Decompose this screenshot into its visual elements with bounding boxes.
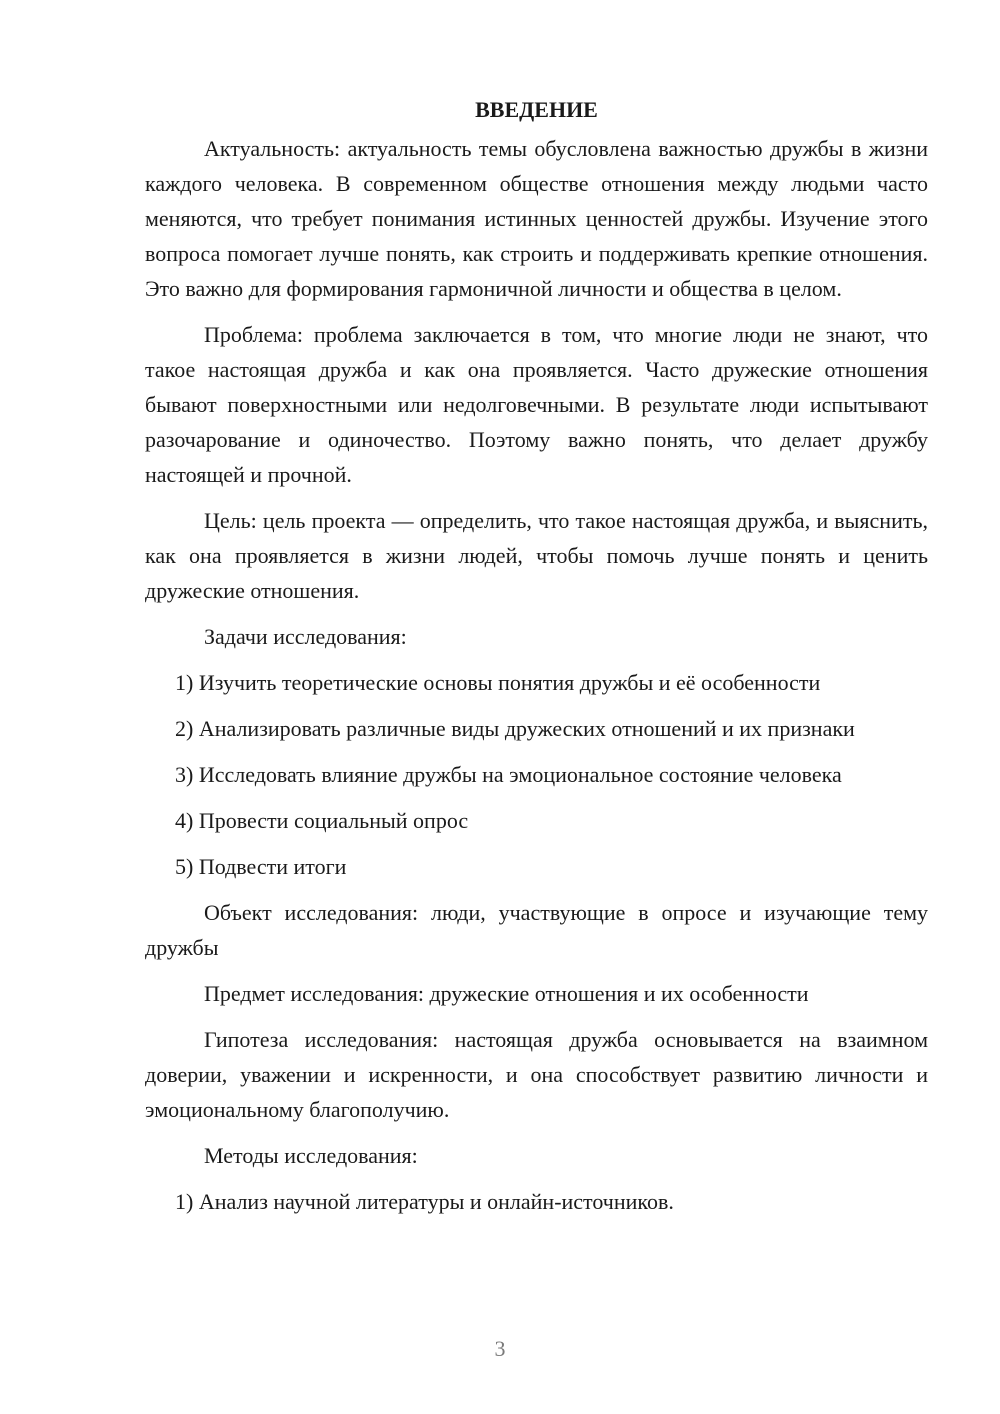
goal-paragraph: Цель: цель проекта — определить, что такое настоящая дружба, и выяснить, как она проявляется в жизни людей, чтобы помочь лучше понять и ценить дружеские отношения.: [145, 508, 928, 603]
document-page: [145, 92, 928, 1230]
tasks-heading: Задачи исследования:: [204, 624, 407, 649]
task-item: 4) Провести социальный опрос: [175, 808, 469, 833]
page-number: 3: [494, 1336, 506, 1361]
method-item: 1) Анализ научной литературы и онлайн-источников.: [175, 1189, 674, 1214]
problem-paragraph: Проблема: проблема заключается в том, что многие люди не знают, что такое настоящая дружба и как она проявляется. Часто дружеские отношения бывают поверхностными или недолговечными. В результате люди испытывают разочарование и одиночество. Поэтому важно понять, что делает дружбу настоящей и прочной.: [145, 322, 928, 487]
task-item: 3) Исследовать влияние дружбы на эмоциональное состояние человека: [175, 762, 842, 787]
subject-paragraph: Предмет исследования: дружеские отношения и их особенности: [204, 981, 809, 1006]
object-paragraph: Объект исследования: люди, участвующие в опросе и изучающие тему дружбы: [145, 900, 928, 960]
page-title: ВВЕДЕНИЕ: [475, 97, 598, 122]
task-item: 2) Анализировать различные виды дружеских отношений и их признаки: [175, 716, 855, 741]
relevance-paragraph: Актуальность: актуальность темы обусловлена важностью дружбы в жизни каждого человека. В современном обществе отношения между людьми часто меняются, что требует понимания истинных ценностей дружбы. Изучение этого вопроса помогает лучше понять, как строить и поддерживать крепкие отношения. Это важно для формирования гармоничной личности и общества в целом.: [145, 136, 928, 301]
methods-heading: Методы исследования:: [204, 1143, 418, 1168]
task-item: 5) Подвести итоги: [175, 854, 347, 879]
hypothesis-paragraph: Гипотеза исследования: настоящая дружба основывается на взаимном доверии, уважении и искренности, и она способствует развитию личности и эмоциональному благополучию.: [145, 1027, 928, 1122]
task-item: 1) Изучить теоретические основы понятия дружбы и её особенности: [175, 670, 821, 695]
